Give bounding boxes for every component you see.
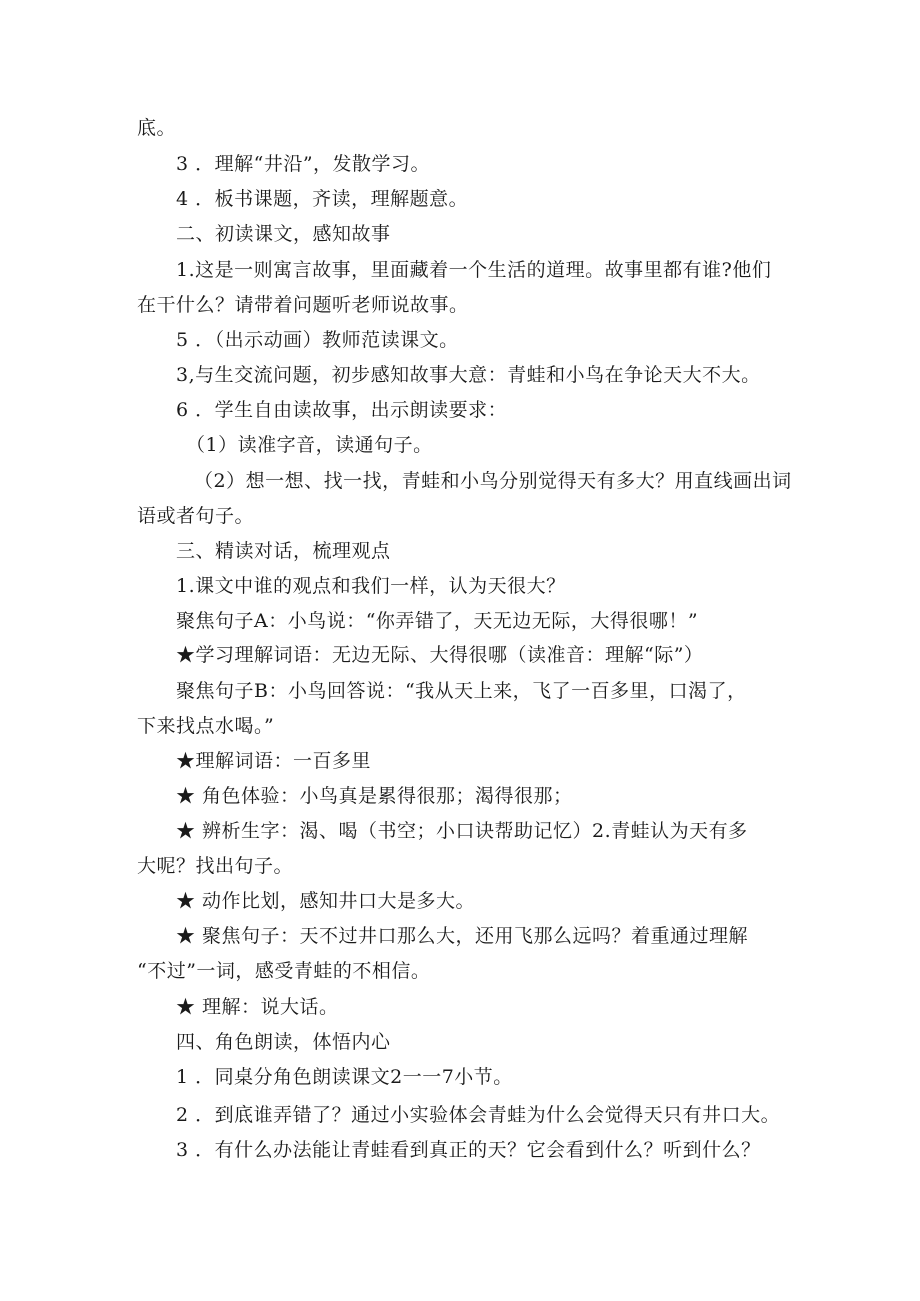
text-line: 3 ．有什么办法能让青蛙看到真正的天？它会看到什么？听到什么？ — [176, 1139, 761, 1161]
text-line: ★ 理解：说大话。 — [176, 996, 339, 1018]
text-line: 下来找点水喝。” — [137, 715, 275, 737]
text-line: 聚焦句子A：小鸟说：“你弄错了，天无边无际，大得很哪！” — [176, 610, 699, 632]
section-heading: 二、初读课文，感知故事 — [176, 223, 391, 245]
text-line: （2）想一想、找一找，青蛙和小鸟分别觉得天有多大？用直线画出词 — [194, 470, 792, 492]
text-line: 5 ．（出示动画）教师范读课文。 — [176, 329, 459, 351]
text-line: 底。 — [137, 117, 177, 139]
text-line: ★ 角色体验：小鸟真是累得很那；渴得很那； — [176, 785, 573, 807]
text-line: “不过”一词，感受青蛙的不相信。 — [137, 960, 431, 982]
text-line: 2 ．到底谁弄错了？通过小实验体会青蛙为什么会觉得天只有井口大。 — [176, 1104, 781, 1126]
text-line: 3,与生交流问题，初步感知故事大意：青蛙和小鸟在争论天大不大。 — [176, 364, 761, 386]
text-line: ★ 聚焦句子：天不过井口那么大，还用飞那么远吗？着重通过理解 — [176, 925, 749, 947]
text-line: 1.课文中谁的观点和我们一样，认为天很大？ — [176, 575, 566, 597]
section-heading: 四、角色朗读，体悟内心 — [176, 1031, 391, 1053]
text-line: ★理解词语：一百多里 — [176, 750, 372, 772]
text-line: 聚焦句子B：小鸟回答说：“我从天上来，飞了一百多里，口渴了， — [176, 680, 747, 702]
section-heading: 三、精读对话，梳理观点 — [176, 540, 391, 562]
text-line: 3 ．理解“井沿”，发散学习。 — [176, 153, 431, 175]
text-line: ★学习理解词语：无边无际、大得很哪（读准音：理解“际”） — [176, 644, 704, 666]
text-line: 1 ．同桌分角色朗读课文2一一7小节。 — [176, 1066, 513, 1088]
text-line: 1.这是一则寓言故事，里面藏着一个生活的道理。故事里都有谁?他们 — [176, 259, 772, 281]
text-line: 6 ．学生自由读故事，出示朗读要求： — [176, 399, 508, 421]
text-line: ★ 动作比划，感知井口大是多大。 — [176, 890, 476, 912]
text-line: 在干什么？请带着问题听老师说故事。 — [137, 294, 469, 316]
text-line: （1）读准字音，读通句子。 — [186, 434, 433, 456]
text-line: 语或者句子。 — [137, 505, 255, 527]
text-line: 4 ．板书课题，齐读，理解题意。 — [176, 188, 469, 210]
text-line: ★ 辨析生字：渴、喝（书空；小口诀帮助记忆）2.青蛙认为天有多 — [176, 820, 748, 842]
text-line: 大呢？找出句子。 — [137, 855, 294, 877]
